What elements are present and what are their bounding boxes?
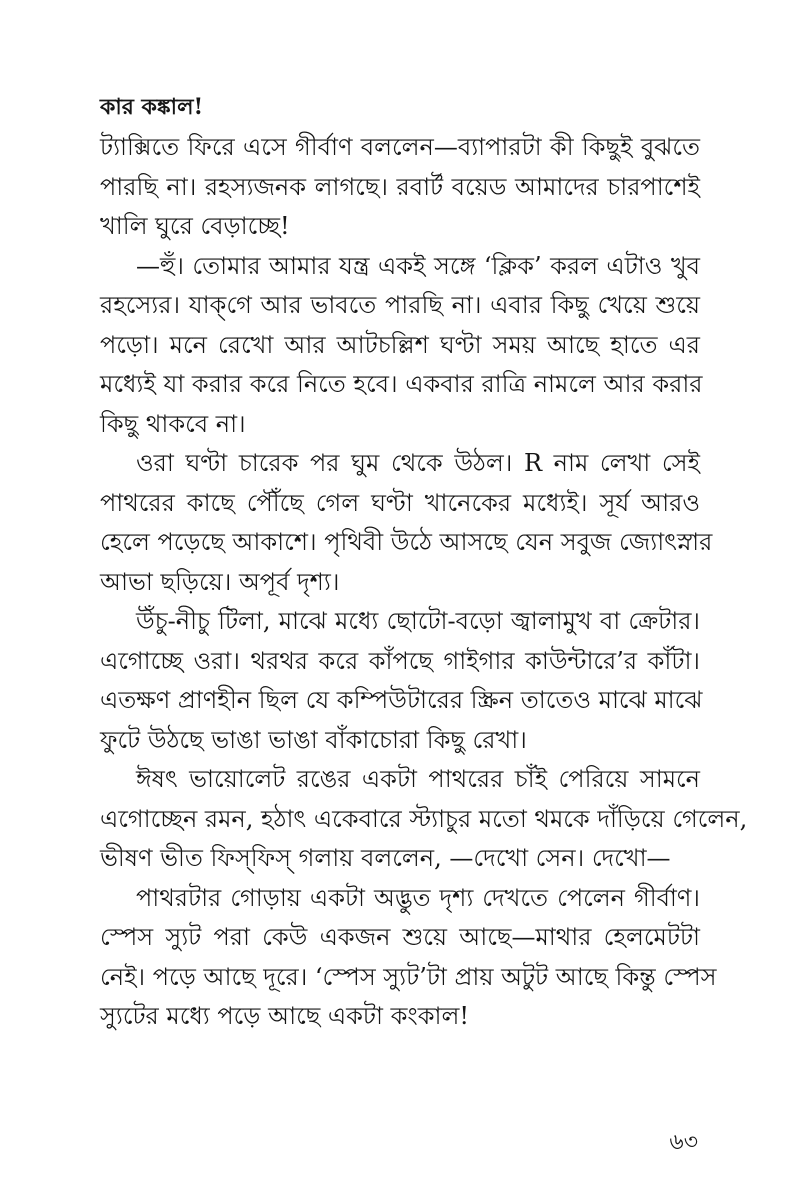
text-line: পাথরটার গোড়ায় একটা অদ্ভুত দৃশ্য দেখতে পেলেন গীর্বাণ। [136, 883, 700, 912]
page-number: ৬৩ [669, 1130, 698, 1155]
text-line: স্যুটের মধ্যে পড়ে আছে একটা কংকাল! [100, 1002, 469, 1030]
text-line: উঁচু-নীচু টিলা, মাঝে মধ্যে ছোটো-বড়ো জ্বালামুখ বা ক্রেটার। [136, 607, 700, 635]
text-line: স্পেস স্যুট পরা কেউ একজন শুয়ে আছে—মাথার হেলমেটটা [100, 923, 700, 951]
text-line: খালি ঘুরে বেড়াচ্ছে! [100, 212, 290, 240]
text-line: আভা ছড়িয়ে। অপূর্ব দৃশ্য। [100, 567, 340, 596]
text-line: এগোচ্ছেন রমন, হঠাৎ একেবারে স্ট্যাচুর মতো থমকে দাঁড়িয়ে গেলেন, [100, 804, 748, 833]
chapter-heading: কার কঙ্কাল! [100, 94, 204, 120]
text-line: এতক্ষণ প্রাণহীন ছিল যে কম্পিউটারের স্ক্রিন তাতেও মাঝে মাঝে [100, 686, 703, 714]
text-line: ভীষণ ভীত ফিস্‌ফিস্ গলায় বললেন, —দেখো সেন। দেখো— [100, 844, 671, 872]
text-line: নেই। পড়ে আছে দূরে। ‘স্পেস স্যুট’টা প্রায় অটুট আছে কিন্তু স্পেস [100, 962, 717, 991]
text-line: ফুটে উঠছে ভাঙা ভাঙা বাঁকাচোরা কিছু রেখা। [100, 725, 527, 754]
text-line: ট্যাক্সিতে ফিরে এসে গীর্বাণ বললেন—ব্যাপারটা কী কিছুই বুঝতে [100, 133, 700, 161]
text-line: পারছি না। রহস্যজনক লাগছে। রবার্ট বয়েড আমাদের চারপাশেই [100, 172, 700, 201]
body-text [100, 128, 748, 1037]
text-line: হেলে পড়েছে আকাশে। পৃথিবী উঠে আসছে যেন সবুজ জ্যোৎস্নার [100, 528, 713, 556]
text-line: মধ্যেই যা করার করে নিতে হবে। একবার রাত্রি নামলে আর করার [100, 370, 703, 398]
text-line: —হুঁ। তোমার আমার যন্ত্র একই সঙ্গে ‘ক্লিক’ করল এটাও খুব [136, 251, 700, 280]
text-line: ওরা ঘণ্টা চারেক পর ঘুম থেকে উঠল। R নাম লেখা সেই [136, 449, 700, 477]
text-line: এগোচ্ছে ওরা। থরথর করে কাঁপছে গাইগার কাউন্টারে’র কাঁটা। [100, 646, 700, 675]
text-line: পাথরের কাছে পৌঁছে গেল ঘণ্টা খানেকের মধ্যেই। সূর্য আরও [100, 488, 700, 517]
text-line: ঈষৎ ভায়োলেট রঙের একটা পাথরের চাঁই পেরিয়ে সামনে [136, 765, 700, 793]
text-line: কিছু থাকবে না। [100, 409, 246, 438]
text-line: রহস্যের। যাক্‌গে আর ভাবতে পারছি না। এবার কিছু খেয়ে শুয়ে [100, 291, 700, 319]
text-line: পড়ো। মনে রেখো আর আটচল্লিশ ঘণ্টা সময় আছে হাতে এর [100, 330, 700, 359]
